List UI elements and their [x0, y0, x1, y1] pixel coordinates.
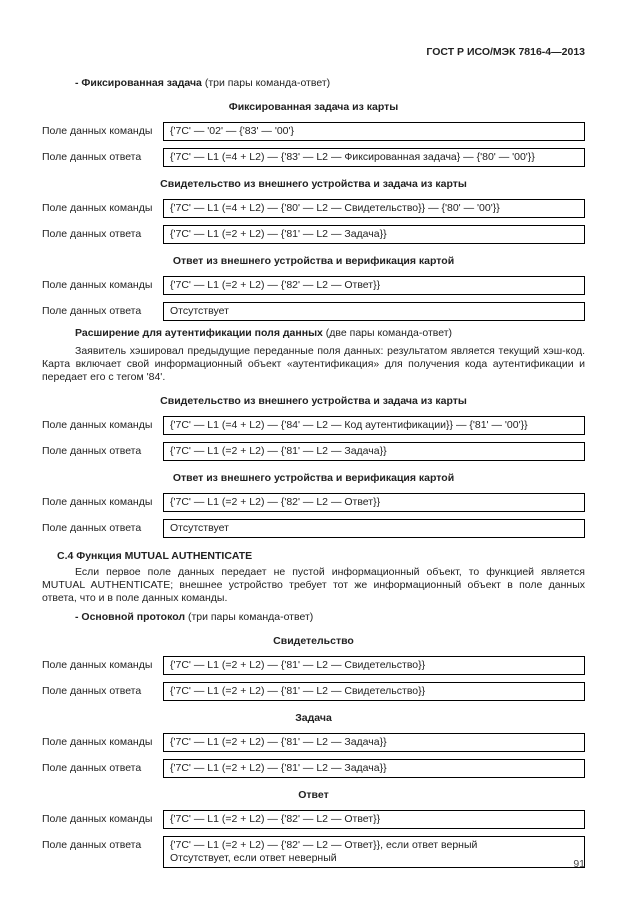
table-row-command	[42, 416, 585, 435]
heading-witness-from-device: Свидетельство из внешнего устройства и задача из карты	[160, 395, 467, 407]
row-value-response: {'7C' — L1 (=4 + L2) — {'83' — L2 — Фиксированная задача} — {'80' — '00'}}	[163, 148, 585, 167]
row-label-command: Поле данных команды	[42, 279, 153, 291]
response-line-valid: {'7C' — L1 (=2 + L2) — {'82' — L2 — Ответ}}, если ответ верный	[170, 839, 478, 851]
row-value-response: Отсутствует	[163, 302, 585, 321]
row-label-command: Поле данных команды	[42, 659, 153, 671]
heading-witness: Свидетельство	[273, 635, 354, 647]
row-value-command: {'7C' — L1 (=4 + L2) — {'80' — L2 — Свидетельство}} — {'80' — '00'}}	[163, 199, 585, 218]
auth-extension-intro-bold: Расширение для аутентификации поля данных	[75, 327, 323, 339]
table-row-response	[42, 682, 585, 701]
row-label-response: Поле данных ответа	[42, 685, 142, 697]
table-row-response	[42, 148, 585, 167]
table-row-command	[42, 656, 585, 675]
heading-task: Задача	[295, 712, 332, 724]
heading-fixed-task-from-card: Фиксированная задача из карты	[228, 101, 399, 113]
table-row-command	[42, 122, 585, 141]
table-row-command	[42, 493, 585, 512]
row-value-command: {'7C' — L1 (=2 + L2) — {'82' — L2 — Ответ}}	[163, 493, 585, 512]
row-label-response: Поле данных ответа	[42, 305, 142, 317]
table-row-response	[42, 442, 585, 461]
table-row-response	[42, 836, 585, 868]
table-row-command	[42, 733, 585, 752]
row-label-response: Поле данных ответа	[42, 151, 142, 163]
fixed-task-intro	[42, 77, 585, 90]
table-row-response	[42, 759, 585, 778]
row-label-response: Поле данных ответа	[42, 445, 142, 457]
row-value-command: {'7C' — L1 (=2 + L2) — {'81' — L2 — Задача}}	[163, 733, 585, 752]
mutual-auth-paragraph: Если первое поле данных передает не пустой информационный объект, то функцией является MUTUAL AUTHENTICATE; внешнее устройство требует тот же информационный объект в поле данных ответа, что и в поле данных команды.	[42, 566, 585, 604]
row-label-command: Поле данных команды	[42, 125, 153, 137]
main-protocol-intro	[42, 611, 585, 624]
row-value-response: {'7C' — L1 (=2 + L2) — {'81' — L2 — Свидетельство}}	[163, 682, 585, 701]
page-number: 91	[573, 858, 585, 870]
row-value-response: {'7C' — L1 (=2 + L2) — {'81' — L2 — Задача}}	[163, 225, 585, 244]
row-value-response: Отсутствует	[163, 519, 585, 538]
fixed-task-intro-bold: - Фиксированная задача	[75, 77, 202, 89]
table-row-command	[42, 276, 585, 295]
response-line-invalid: Отсутствует, если ответ неверный	[170, 852, 337, 864]
row-label-response: Поле данных ответа	[42, 228, 142, 240]
row-value-command: {'7C' — L1 (=2 + L2) — {'82' — L2 — Ответ}}	[163, 276, 585, 295]
heading-answer: Ответ	[298, 789, 329, 801]
section-heading-mutual-authenticate: С.4 Функция MUTUAL AUTHENTICATE	[57, 550, 253, 562]
row-value-response: {'7C' — L1 (=2 + L2) — {'81' — L2 — Задача}}	[163, 759, 585, 778]
heading-answer-verification: Ответ из внешнего устройства и верификация картой	[172, 472, 455, 484]
row-label-response: Поле данных ответа	[42, 839, 142, 851]
document-header: ГОСТ Р ИСО/МЭК 7816-4—2013	[426, 46, 585, 58]
table-row-response	[42, 225, 585, 244]
table-row-command	[42, 810, 585, 829]
auth-extension-intro-note: (две пары команда-ответ)	[322, 327, 453, 339]
auth-extension-intro	[42, 327, 585, 340]
row-label-command: Поле данных команды	[42, 419, 153, 431]
table-row-response	[42, 519, 585, 538]
main-protocol-intro-note: (три пары команда-ответ)	[185, 611, 314, 623]
main-protocol-intro-bold: - Основной протокол	[75, 611, 186, 623]
row-value-command: {'7C' — L1 (=2 + L2) — {'81' — L2 — Свидетельство}}	[163, 656, 585, 675]
auth-extension-paragraph: Заявитель хэшировал предыдущие переданные поля данных: результатом является текущий хэш-код. Карта включает свой информационный объект «аутентификация» для получения кода аутентификации и передает его с тегом '84'.	[42, 345, 585, 383]
row-value-command: {'7C' — L1 (=4 + L2) — {'84' — L2 — Код аутентификации}} — {'81' — '00'}}	[163, 416, 585, 435]
row-value-response-multiline	[163, 836, 585, 868]
heading-witness-from-device: Свидетельство из внешнего устройства и задача из карты	[160, 178, 467, 190]
row-value-command: {'7C' — L1 (=2 + L2) — {'82' — L2 — Ответ}}	[163, 810, 585, 829]
row-label-command: Поле данных команды	[42, 736, 153, 748]
row-value-response: {'7C' — L1 (=2 + L2) — {'81' — L2 — Задача}}	[163, 442, 585, 461]
row-label-command: Поле данных команды	[42, 813, 153, 825]
row-value-command: {'7C' — '02' — {'83' — '00'}	[163, 122, 585, 141]
table-row-response	[42, 302, 585, 321]
heading-answer-verification: Ответ из внешнего устройства и верификация картой	[172, 255, 455, 267]
row-label-command: Поле данных команды	[42, 202, 153, 214]
row-label-command: Поле данных команды	[42, 496, 153, 508]
row-label-response: Поле данных ответа	[42, 762, 142, 774]
fixed-task-intro-note: (три пары команда-ответ)	[201, 77, 331, 89]
row-label-response: Поле данных ответа	[42, 522, 142, 534]
table-row-command	[42, 199, 585, 218]
